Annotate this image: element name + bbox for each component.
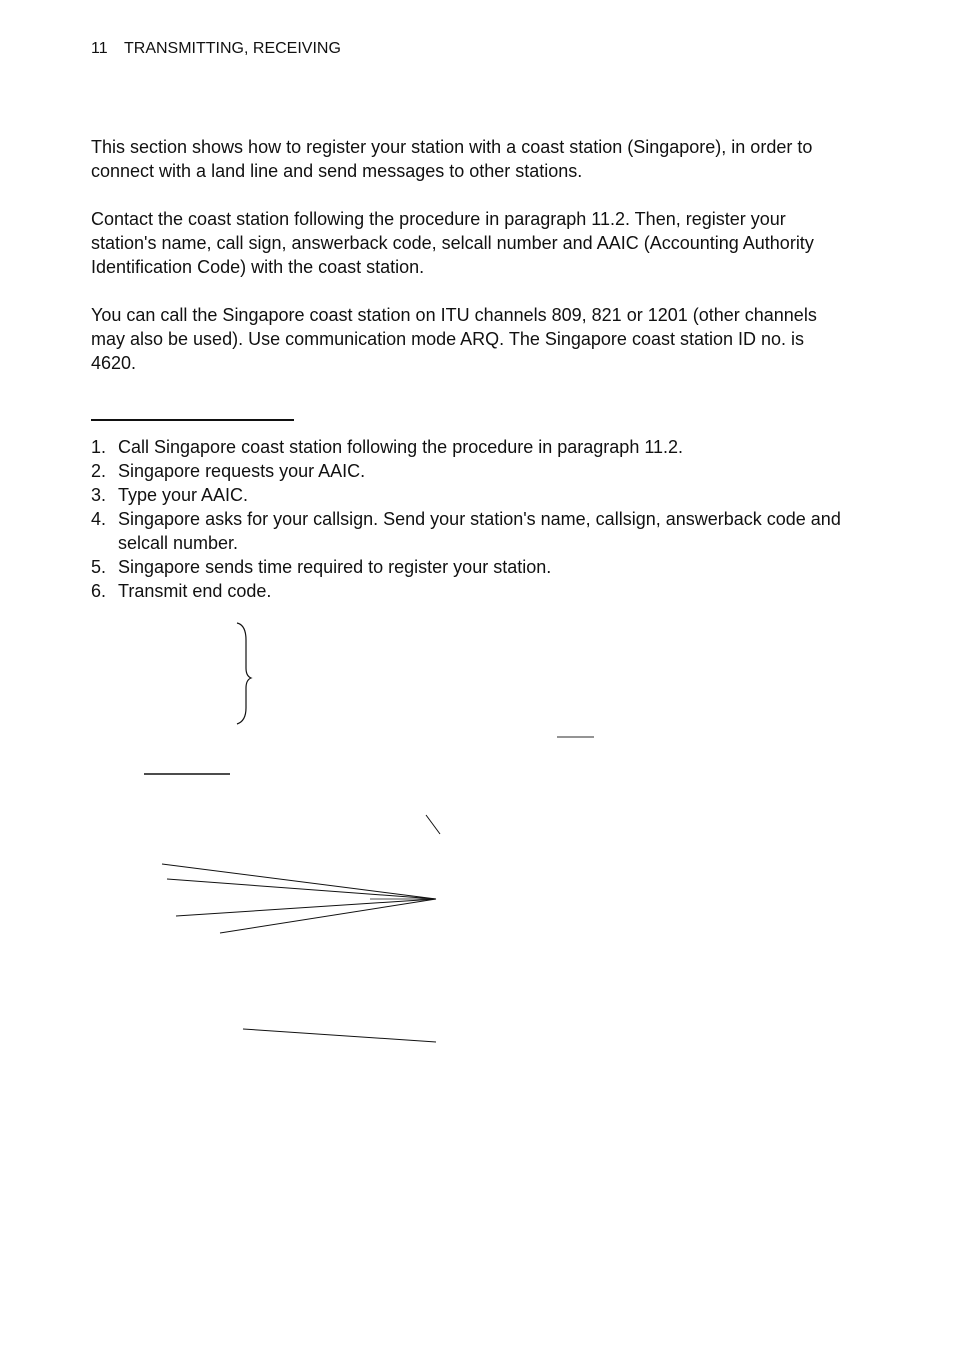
- callout-line: [162, 864, 436, 899]
- step-number: 5.: [91, 557, 107, 577]
- step-text: Call Singapore coast station following the procedure in paragraph 11.2.: [118, 437, 684, 457]
- section-heading-rule: [91, 419, 294, 421]
- step-item: [91, 483, 851, 507]
- curly-brace: [237, 623, 251, 724]
- chapter-title: TRANSMITTING, RECEIVING: [124, 40, 341, 57]
- callout-line: [220, 899, 436, 933]
- step-item: [91, 555, 851, 579]
- step-text: Transmit end code.: [118, 581, 272, 601]
- callout-line: [243, 1029, 436, 1042]
- step-item: [91, 579, 851, 603]
- step-number: 6.: [91, 581, 107, 601]
- step-text: Singapore asks for your callsign. Send your station's name, callsign, answerback code and selcall number.: [118, 509, 841, 553]
- step-text: Type your AAIC.: [118, 485, 249, 505]
- step-number: 2.: [91, 461, 107, 481]
- step-number: 4.: [91, 509, 107, 529]
- registration-paragraph: Contact the coast station following the procedure in paragraph 11.2. Then, register your station's name, call sign, answerback code, selcall number and AAIC (Accounting Authority Identification Code) with the coast station.: [91, 209, 814, 277]
- step-item: [91, 435, 851, 459]
- intro-paragraph: This section shows how to register your station with a coast station (Singapore), in order to connect with a land line and send messages to other stations.: [91, 137, 813, 181]
- step-number: 1.: [91, 437, 107, 457]
- procedure-steps: [91, 435, 851, 603]
- step-number: 3.: [91, 485, 107, 505]
- step-item: [91, 507, 851, 555]
- channels-paragraph: You can call the Singapore coast station on ITU channels 809, 821 or 1201 (other channels may also be used). Use communication mode ARQ. The Singapore coast station ID no. is 4620.: [91, 305, 817, 373]
- callout-line: [426, 815, 440, 834]
- chapter-number: 11: [91, 40, 108, 57]
- callout-line: [167, 879, 436, 899]
- step-text: Singapore sends time required to register your station.: [118, 557, 552, 577]
- step-item: [91, 459, 851, 483]
- callout-line: [176, 899, 436, 916]
- step-text: Singapore requests your AAIC.: [118, 461, 366, 481]
- running-header: [91, 40, 341, 58]
